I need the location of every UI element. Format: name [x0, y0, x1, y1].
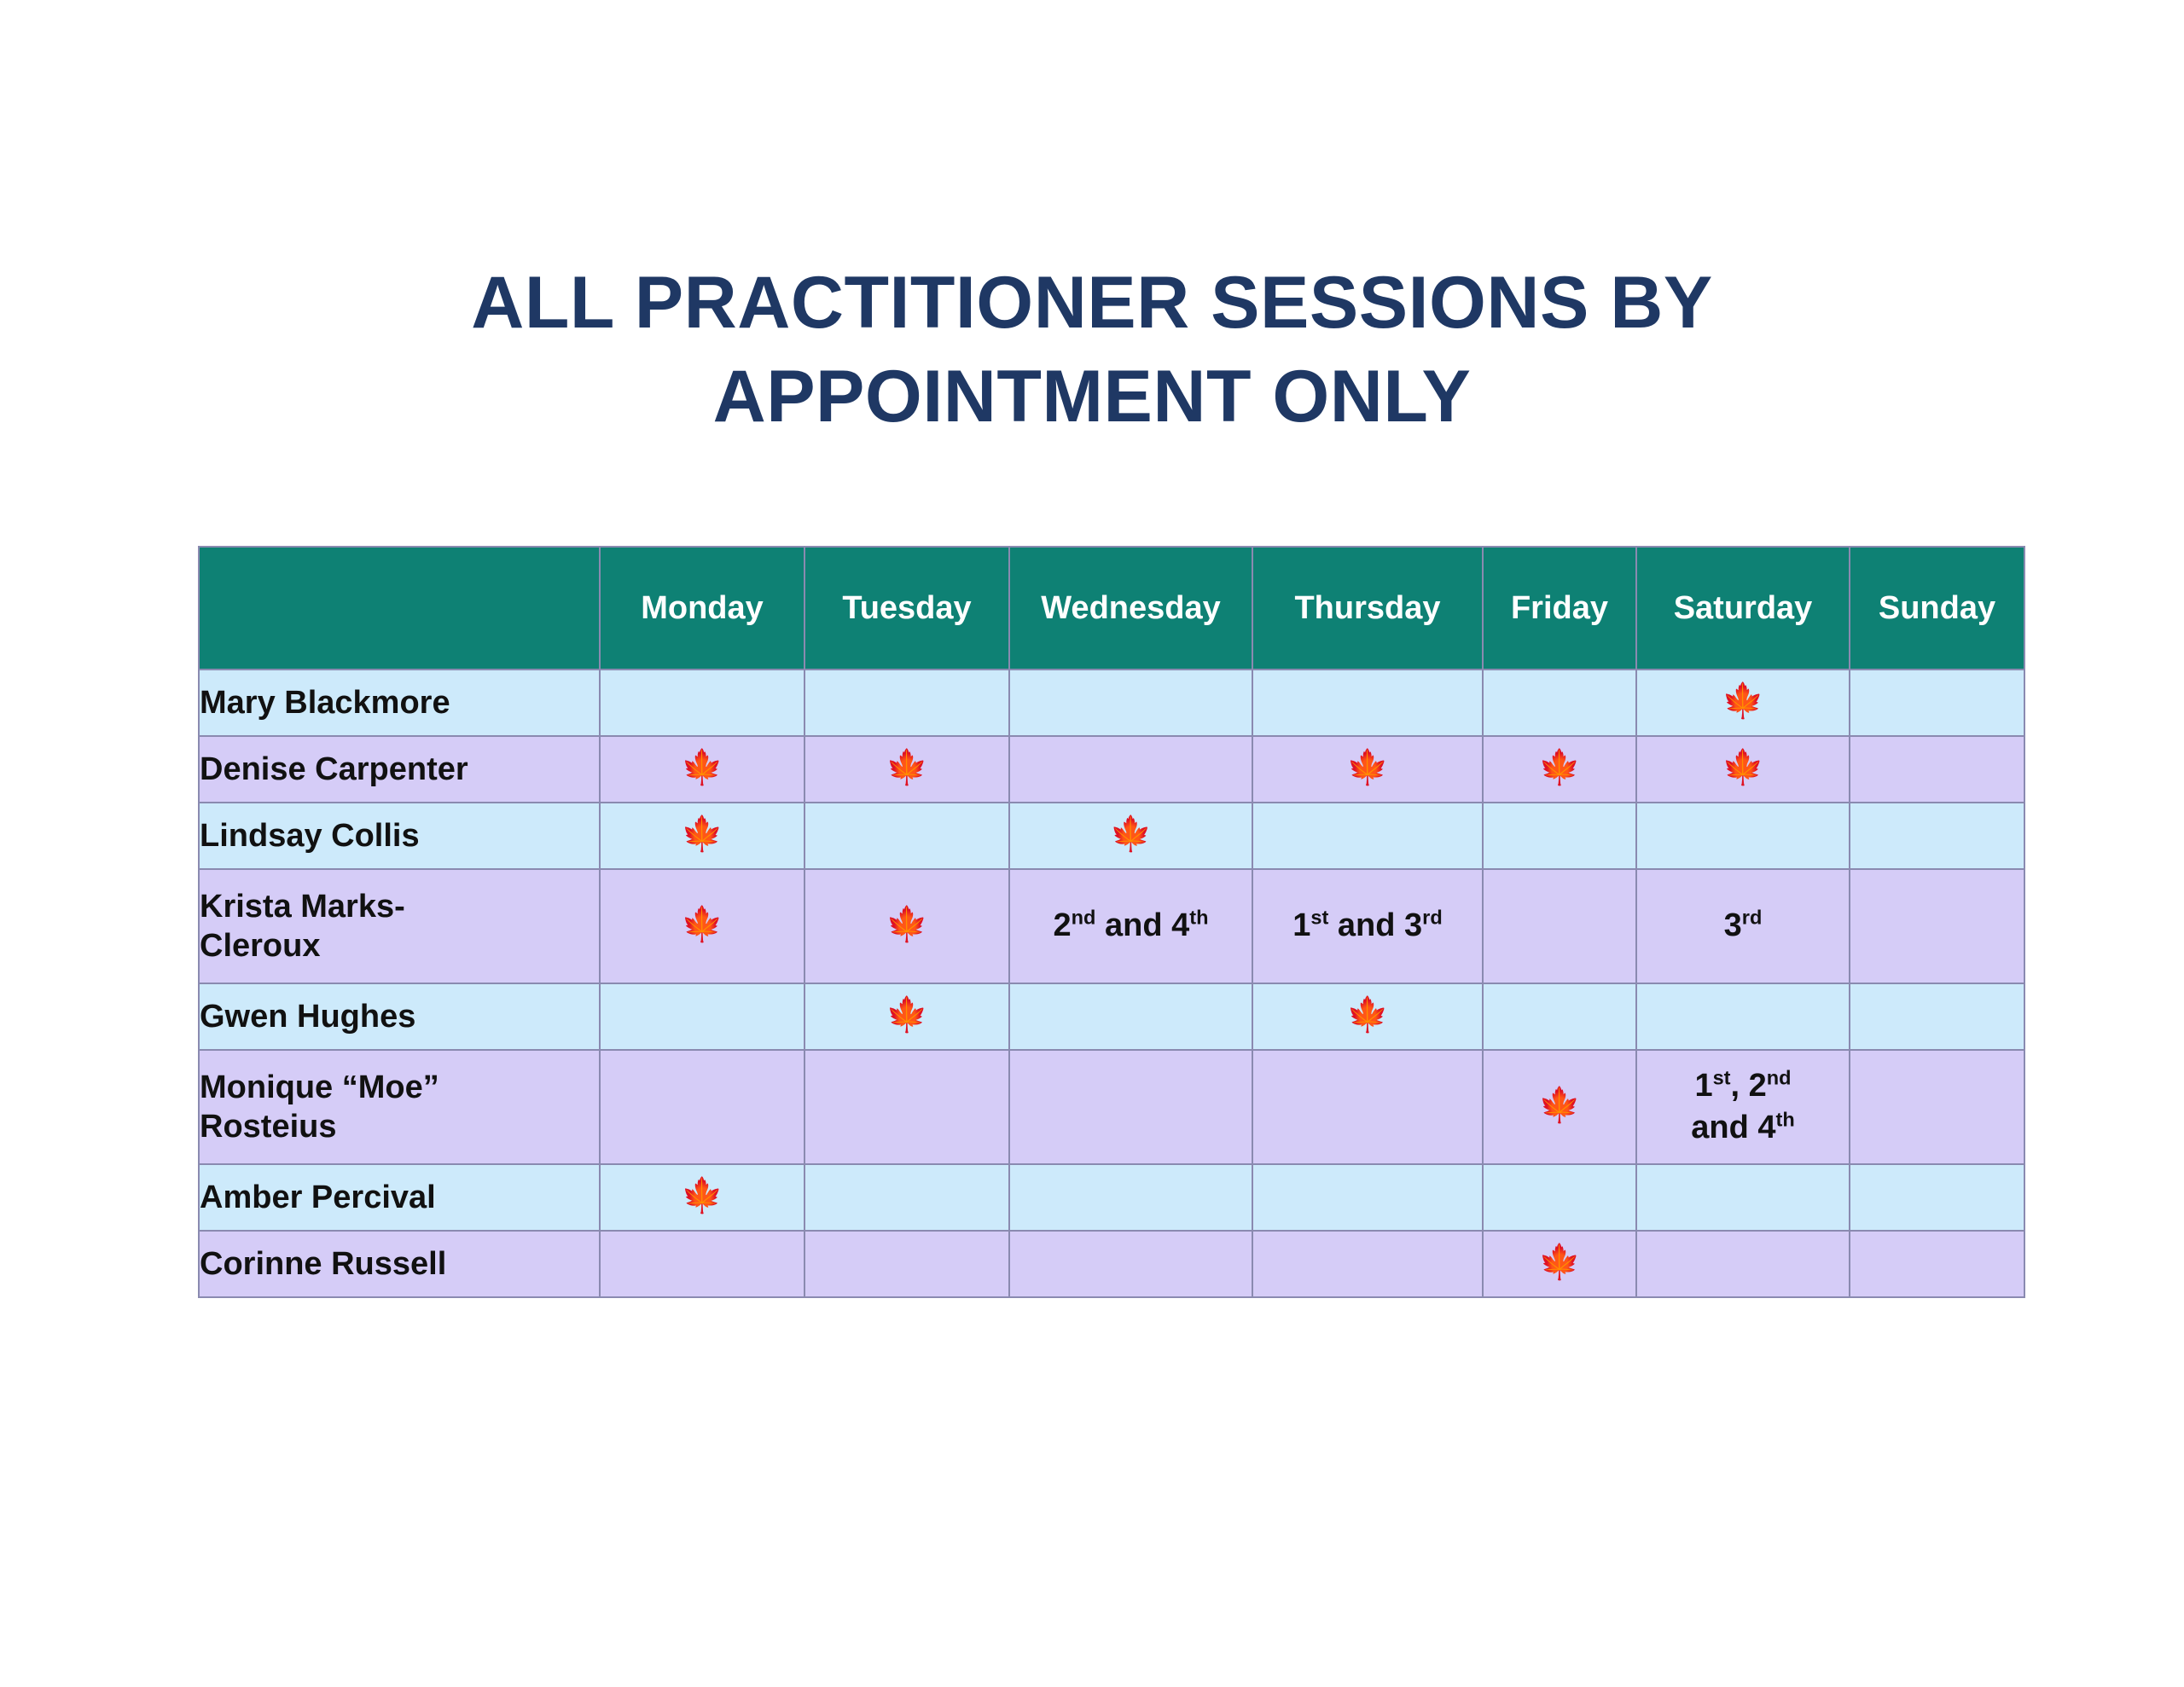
- cell-gwen-hughes-monday: [600, 983, 804, 1050]
- cell-denise-carpenter-thursday: [1252, 736, 1483, 803]
- cell-mary-blackmore-thursday: [1252, 670, 1483, 736]
- table-row: [199, 983, 2024, 1050]
- practitioner-name: Denise Carpenter: [199, 736, 600, 803]
- cell-monique-rosteius-monday: [600, 1050, 804, 1164]
- header-thursday: Thursday: [1252, 547, 1483, 670]
- maple-leaf-icon: 🍁: [1109, 815, 1153, 854]
- cell-denise-carpenter-sunday: [1850, 736, 2024, 803]
- cell-krista-marks-cleroux-tuesday: [804, 869, 1009, 983]
- maple-leaf-icon: 🍁: [1346, 996, 1389, 1035]
- header-corner: [199, 547, 600, 670]
- header-sunday: Sunday: [1850, 547, 2024, 670]
- header-saturday: Saturday: [1636, 547, 1850, 670]
- cell-mary-blackmore-tuesday: [804, 670, 1009, 736]
- cell-mary-blackmore-saturday: [1636, 670, 1850, 736]
- cell-corinne-russell-monday: [600, 1231, 804, 1297]
- table-row: [199, 1231, 2024, 1297]
- cell-amber-percival-tuesday: [804, 1164, 1009, 1231]
- maple-leaf-icon: 🍁: [1538, 1087, 1581, 1125]
- cell-denise-carpenter-friday: [1483, 736, 1636, 803]
- cell-lindsay-collis-monday: [600, 803, 804, 869]
- cell-krista-marks-cleroux-wednesday: 2nd and 4th: [1009, 869, 1252, 983]
- cell-monique-rosteius-sunday: [1850, 1050, 2024, 1164]
- table-row: [199, 1164, 2024, 1231]
- table-row: [199, 869, 2024, 983]
- cell-amber-percival-saturday: [1636, 1164, 1850, 1231]
- cell-amber-percival-monday: [600, 1164, 804, 1231]
- cell-monique-rosteius-saturday: 1st, 2nd and 4th: [1636, 1050, 1850, 1164]
- cell-lindsay-collis-thursday: [1252, 803, 1483, 869]
- cell-amber-percival-sunday: [1850, 1164, 2024, 1231]
- header-friday: Friday: [1483, 547, 1636, 670]
- cell-corinne-russell-friday: [1483, 1231, 1636, 1297]
- cell-amber-percival-thursday: [1252, 1164, 1483, 1231]
- cell-krista-marks-cleroux-friday: [1483, 869, 1636, 983]
- cell-corinne-russell-sunday: [1850, 1231, 2024, 1297]
- header-tuesday: Tuesday: [804, 547, 1009, 670]
- cell-corinne-russell-wednesday: [1009, 1231, 1252, 1297]
- header-wednesday: Wednesday: [1009, 547, 1252, 670]
- maple-leaf-icon: 🍁: [681, 1177, 723, 1215]
- cell-amber-percival-wednesday: [1009, 1164, 1252, 1231]
- cell-lindsay-collis-saturday: [1636, 803, 1850, 869]
- maple-leaf-icon: 🍁: [681, 749, 723, 787]
- cell-gwen-hughes-friday: [1483, 983, 1636, 1050]
- cell-lindsay-collis-sunday: [1850, 803, 2024, 869]
- cell-monique-rosteius-friday: [1483, 1050, 1636, 1164]
- page-title: [0, 256, 2184, 443]
- maple-leaf-icon: 🍁: [886, 749, 928, 787]
- cell-monique-rosteius-wednesday: [1009, 1050, 1252, 1164]
- cell-krista-marks-cleroux-saturday: 3rd: [1636, 869, 1850, 983]
- cell-mary-blackmore-monday: [600, 670, 804, 736]
- maple-leaf-icon: 🍁: [1538, 1244, 1581, 1282]
- practitioner-name: Gwen Hughes: [199, 983, 600, 1050]
- page-title-line-1: ALL PRACTITIONER SESSIONS BY: [471, 262, 1713, 344]
- practitioner-name: Mary Blackmore: [199, 670, 600, 736]
- practitioner-name: Monique “Moe” Rosteius: [199, 1050, 600, 1164]
- page-title-line-2: APPOINTMENT ONLY: [712, 356, 1472, 438]
- table-row: [199, 803, 2024, 869]
- cell-corinne-russell-tuesday: [804, 1231, 1009, 1297]
- practitioner-name: Krista Marks- Cleroux: [199, 869, 600, 983]
- cell-gwen-hughes-saturday: [1636, 983, 1850, 1050]
- table-row: [199, 670, 2024, 736]
- cell-amber-percival-friday: [1483, 1164, 1636, 1231]
- maple-leaf-icon: 🍁: [1722, 682, 1764, 721]
- cell-corinne-russell-saturday: [1636, 1231, 1850, 1297]
- practitioner-name: Corinne Russell: [199, 1231, 600, 1297]
- practitioner-name: Amber Percival: [199, 1164, 600, 1231]
- cell-lindsay-collis-friday: [1483, 803, 1636, 869]
- practitioner-schedule-table: [198, 546, 2025, 1298]
- cell-gwen-hughes-sunday: [1850, 983, 2024, 1050]
- cell-monique-rosteius-thursday: [1252, 1050, 1483, 1164]
- cell-mary-blackmore-wednesday: [1009, 670, 1252, 736]
- cell-corinne-russell-thursday: [1252, 1231, 1483, 1297]
- maple-leaf-icon: 🍁: [1346, 749, 1389, 787]
- maple-leaf-icon: 🍁: [1722, 749, 1764, 787]
- cell-krista-marks-cleroux-monday: [600, 869, 804, 983]
- cell-denise-carpenter-monday: [600, 736, 804, 803]
- cell-mary-blackmore-sunday: [1850, 670, 2024, 736]
- maple-leaf-icon: 🍁: [1538, 749, 1581, 787]
- practitioner-name: Lindsay Collis: [199, 803, 600, 869]
- cell-gwen-hughes-wednesday: [1009, 983, 1252, 1050]
- header-monday: Monday: [600, 547, 804, 670]
- maple-leaf-icon: 🍁: [681, 815, 723, 854]
- maple-leaf-icon: 🍁: [886, 996, 928, 1035]
- cell-lindsay-collis-tuesday: [804, 803, 1009, 869]
- cell-lindsay-collis-wednesday: [1009, 803, 1252, 869]
- cell-denise-carpenter-wednesday: [1009, 736, 1252, 803]
- maple-leaf-icon: 🍁: [886, 906, 928, 944]
- cell-monique-rosteius-tuesday: [804, 1050, 1009, 1164]
- cell-denise-carpenter-tuesday: [804, 736, 1009, 803]
- cell-krista-marks-cleroux-sunday: [1850, 869, 2024, 983]
- cell-mary-blackmore-friday: [1483, 670, 1636, 736]
- table-header-row: [199, 547, 2024, 670]
- table-row: [199, 736, 2024, 803]
- table-row: [199, 1050, 2024, 1164]
- maple-leaf-icon: 🍁: [681, 906, 723, 944]
- cell-gwen-hughes-tuesday: [804, 983, 1009, 1050]
- schedule-table-container: [198, 546, 1996, 1298]
- cell-denise-carpenter-saturday: [1636, 736, 1850, 803]
- cell-krista-marks-cleroux-thursday: 1st and 3rd: [1252, 869, 1483, 983]
- cell-gwen-hughes-thursday: [1252, 983, 1483, 1050]
